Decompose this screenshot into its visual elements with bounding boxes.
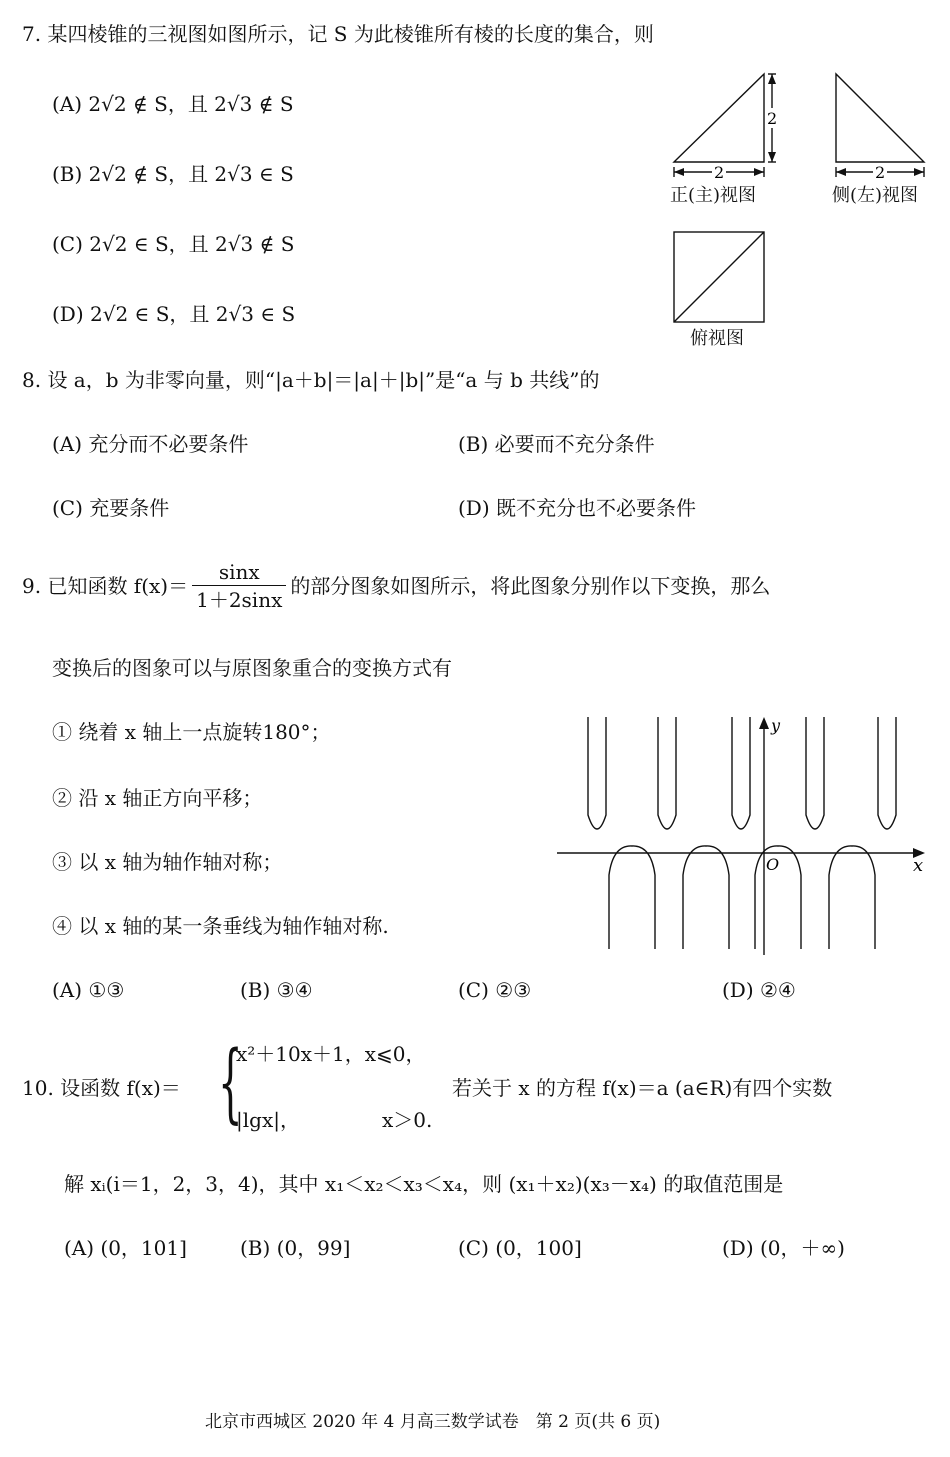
q8-option-a: (A) 充分而不必要条件 bbox=[52, 432, 249, 456]
q7-option-d: (D) 2√2 ∈ S，且 2√3 ∈ S bbox=[52, 302, 296, 326]
q10-stem-line2: 解 xᵢ(i＝1，2，3，4)，其中 x₁＜x₂＜x₃＜x₄，则 (x₁＋x₂)(x₃－x₄) 的取值范围是 bbox=[64, 1172, 784, 1196]
q9-item-3: ③ 以 x 轴为轴作轴对称； bbox=[52, 850, 283, 874]
q9-function-graph bbox=[555, 715, 940, 960]
side-view-triangle bbox=[836, 74, 924, 162]
q9-option-c: (C) ②③ bbox=[458, 978, 532, 1002]
upper-branch-2 bbox=[658, 717, 676, 829]
origin-label: O bbox=[766, 855, 780, 874]
q10-stem-post: 若关于 x 的方程 f(x)＝a (a∈R)有四个实数 bbox=[452, 1076, 833, 1100]
q10-stem-pre: 10. 设函数 f(x)＝ bbox=[22, 1076, 181, 1100]
q8-stem: 8. 设 a，b 为非零向量，则“|a＋b|＝|a|＋|b|”是“a 与 b 共线”的 bbox=[22, 368, 600, 392]
lower-branch-1 bbox=[609, 846, 655, 949]
q9-stem-pre: 9. 已知函数 f(x)＝ bbox=[22, 574, 189, 598]
q9-item-2: ② 沿 x 轴正方向平移； bbox=[52, 786, 263, 810]
q7-stem: 7. 某四棱锥的三视图如图所示，记 S 为此棱锥所有棱的长度的集合，则 bbox=[22, 22, 654, 46]
q10-brace: { bbox=[218, 1033, 243, 1133]
lower-branch-4 bbox=[829, 846, 875, 949]
q8-option-c: (C) 充要条件 bbox=[52, 496, 170, 520]
upper-branch-1 bbox=[588, 717, 606, 829]
q8-option-b: (B) 必要而不充分条件 bbox=[458, 432, 655, 456]
q10-piece-1: x²＋10x＋1，x⩽0， bbox=[236, 1042, 426, 1066]
y-axis-label: y bbox=[771, 716, 781, 735]
q7-option-c: (C) 2√2 ∈ S，且 2√3 ∉ S bbox=[52, 232, 295, 256]
front-width-label: 2 bbox=[714, 163, 725, 182]
q10-piece-2a: |lgx|， bbox=[236, 1108, 300, 1132]
top-view-label: 俯视图 bbox=[690, 328, 744, 349]
lower-branch-2 bbox=[683, 846, 729, 949]
q9-frac-den: 1＋2sinx bbox=[196, 588, 283, 612]
q10-option-a: (A) (0，101] bbox=[64, 1236, 187, 1260]
q10-option-c: (C) (0，100] bbox=[458, 1236, 582, 1260]
front-view-label: 正(主)视图 bbox=[670, 185, 757, 206]
q9-stem bbox=[22, 562, 770, 610]
upper-branch-4 bbox=[806, 717, 824, 829]
q9-fraction bbox=[192, 562, 286, 610]
front-view-triangle bbox=[674, 74, 764, 162]
q9-stem-line2: 变换后的图象可以与原图象重合的变换方式有 bbox=[52, 656, 452, 680]
q7-option-a: (A) 2√2 ∉ S，且 2√3 ∉ S bbox=[52, 92, 294, 116]
q8-option-d: (D) 既不充分也不必要条件 bbox=[458, 496, 696, 520]
upper-branch-5 bbox=[878, 717, 896, 829]
page-footer: 北京市西城区 2020 年 4 月高三数学试卷 第 2 页(共 6 页) bbox=[205, 1412, 661, 1432]
q10-option-d: (D) (0，＋∞) bbox=[722, 1236, 845, 1260]
upper-branch-3 bbox=[732, 717, 750, 829]
q10-piece-2b: x＞0. bbox=[382, 1108, 433, 1132]
y-axis-arrow bbox=[759, 717, 769, 729]
q9-option-b: (B) ③④ bbox=[240, 978, 313, 1002]
q9-item-4: ④ 以 x 轴的某一条垂线为轴作轴对称. bbox=[52, 914, 389, 938]
q9-option-a: (A) ①③ bbox=[52, 978, 125, 1002]
q10-option-b: (B) (0，99] bbox=[240, 1236, 351, 1260]
front-height-label: 2 bbox=[767, 109, 778, 128]
q9-stem-post: 的部分图象如图所示，将此图象分别作以下变换，那么 bbox=[290, 574, 771, 598]
q7-three-view-figure bbox=[660, 68, 945, 358]
q9-option-d: (D) ②④ bbox=[722, 978, 796, 1002]
side-width-label: 2 bbox=[875, 163, 886, 182]
x-axis-label: x bbox=[913, 855, 924, 876]
side-view-label: 侧(左)视图 bbox=[832, 185, 919, 206]
q9-frac-num: sinx bbox=[192, 562, 286, 586]
q9-item-1: ① 绕着 x 轴上一点旋转180°； bbox=[52, 720, 331, 744]
q7-option-b: (B) 2√2 ∉ S，且 2√3 ∈ S bbox=[52, 162, 294, 186]
